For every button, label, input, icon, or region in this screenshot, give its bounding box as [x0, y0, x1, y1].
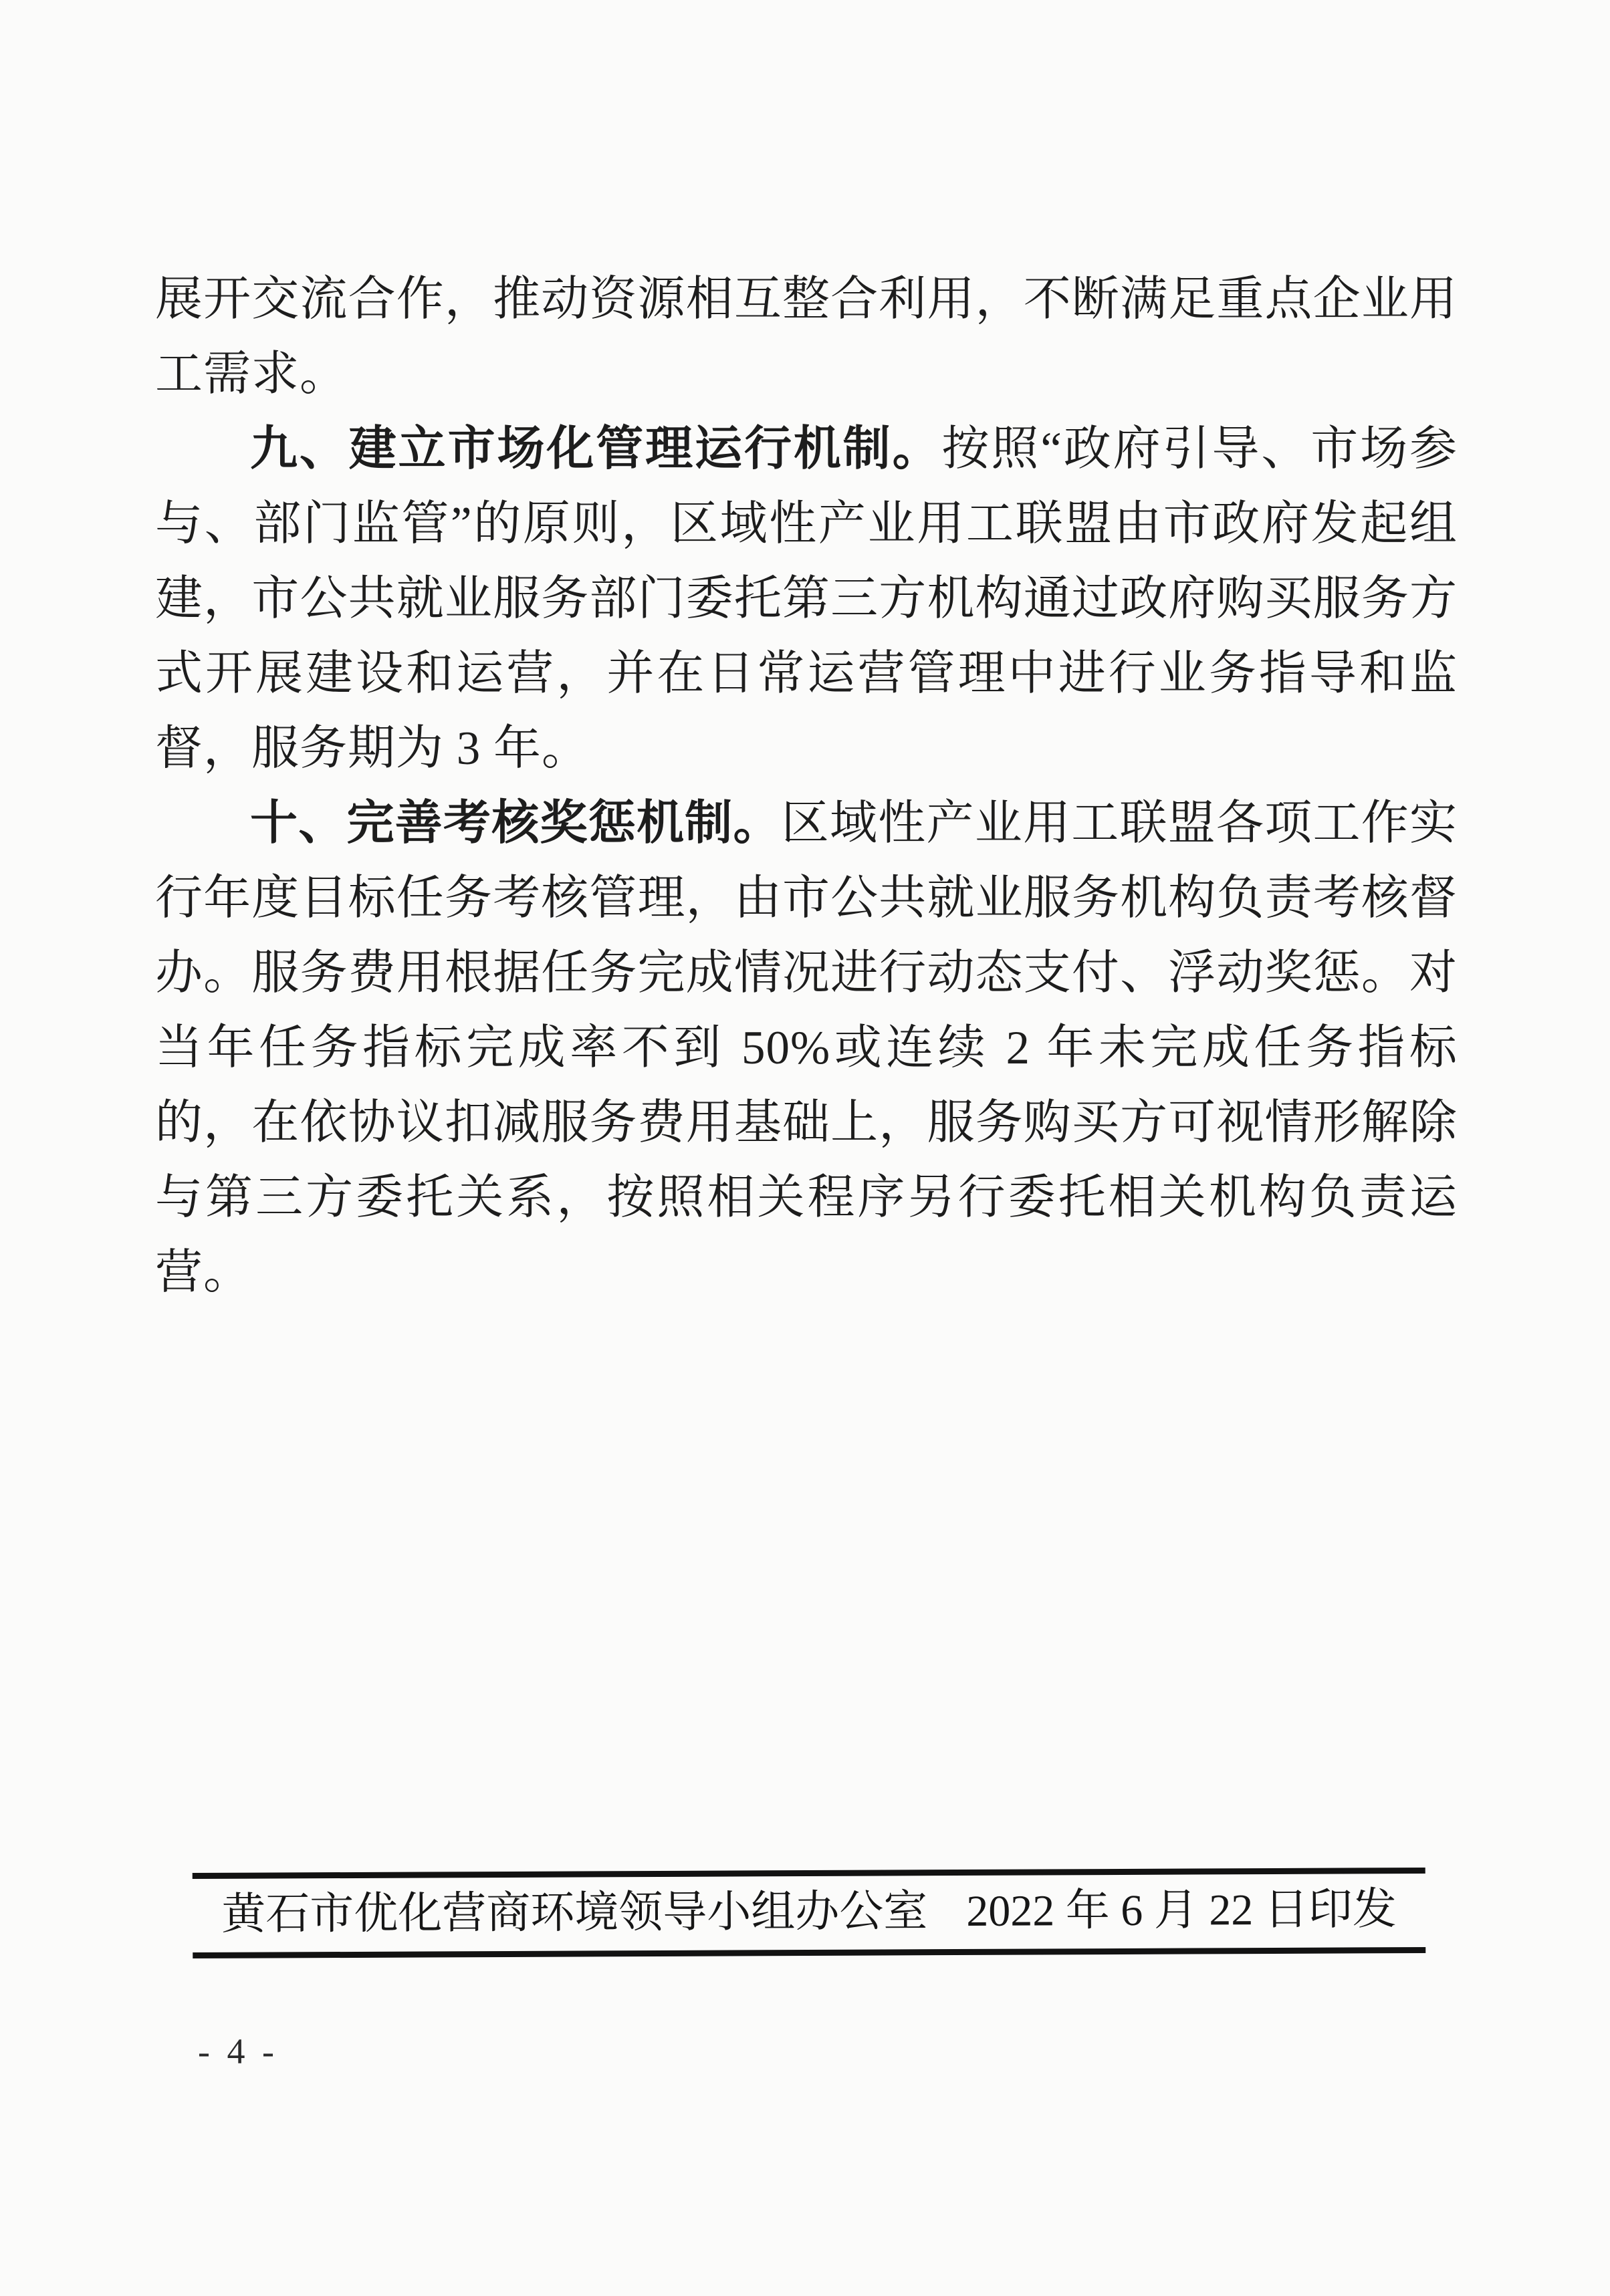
paragraph-text: 展开交流合作，推动资源相互整合利用，不断满足重点企业用工需求。	[155, 273, 1458, 400]
colophon	[193, 1868, 1426, 1958]
paragraph	[155, 262, 1458, 412]
document-body	[155, 262, 1458, 1310]
paragraph-heading: 十、完善考核奖惩机制。	[250, 797, 782, 850]
print-date: 2022 年 6 月 22 日印发	[966, 1885, 1397, 1936]
issuing-office: 黄石市优化营商环境领导小组办公室	[221, 1887, 928, 1939]
page-number: - 4 -	[198, 2031, 278, 2071]
paragraph	[155, 786, 1458, 1310]
colophon-text	[193, 1882, 1425, 1943]
paragraph-text: 区域性产业用工联盟各项工作实行年度目标任务考核管理，由市公共就业服务机构负责考核督办。服务费用根据任务完成情况进行动态支付、浮动奖惩。对当年任务指标完成率不到 50%或连续 2 年未完成任务指标的，在依协议扣减服务费用基础上，服务购买方可视情形解除与第三方委托关系，按照相关程序另行委托相关机构负责运营。	[155, 797, 1458, 1299]
paragraph-heading: 九、建立市场化管理运行机制。	[250, 422, 942, 475]
paragraph-text: 按照“政府引导、市场参与、部门监管”的原则，区域性产业用工联盟由市政府发起组建，市公共就业服务部门委托第三方机构通过政府购买服务方式开展建设和运营，并在日常运营管理中进行业务指导和监督，服务期为 3 年。	[155, 423, 1458, 775]
paragraph	[155, 412, 1458, 786]
